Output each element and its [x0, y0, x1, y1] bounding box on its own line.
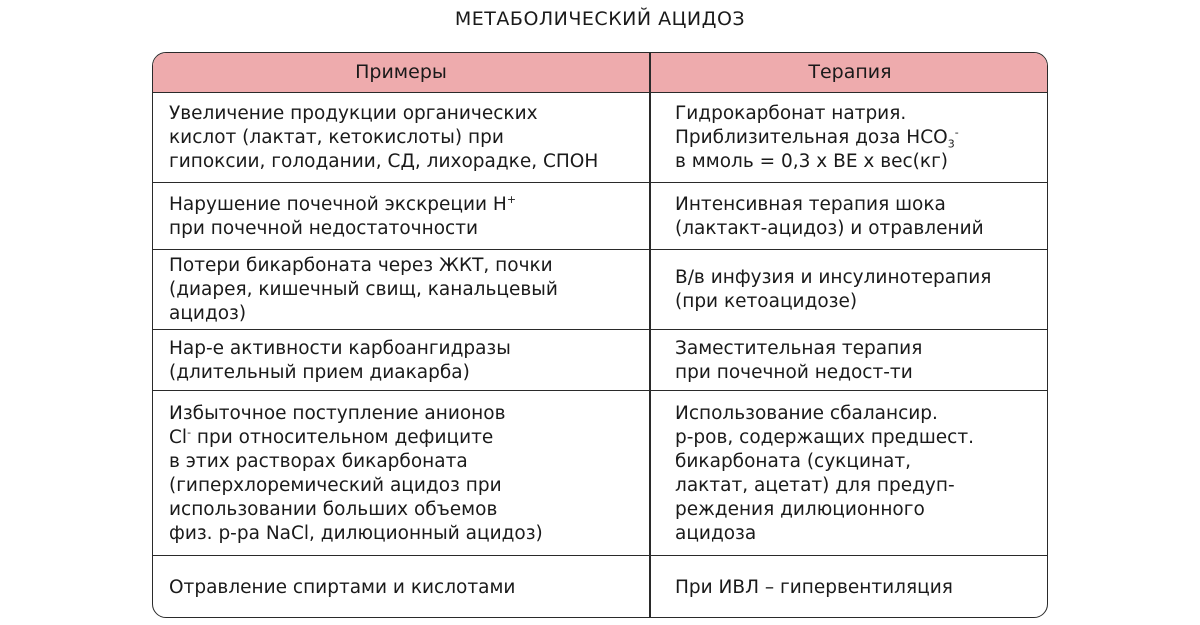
- table-header: [153, 53, 1048, 93]
- cell-line: в ммоль = 0,3 х ВЕ х вес(кг): [675, 151, 949, 172]
- cell-line: Гидрокарбонат натрия.: [675, 103, 907, 124]
- examples-cell: [169, 330, 639, 391]
- table-row: [153, 183, 1048, 250]
- cell-line: ацидоз): [169, 303, 247, 324]
- cell-line: в этих растворах бикарбоната: [169, 450, 468, 472]
- therapy-cell: [675, 330, 1040, 391]
- superscript: -: [954, 125, 959, 139]
- subscript: 3: [947, 137, 955, 151]
- cell-line: Нар-е активности карбоангидразы: [169, 337, 511, 359]
- cell-line: (гиперхлоремический ацидоз при: [169, 474, 502, 496]
- cell-line: ацидоза: [675, 522, 757, 544]
- cell-line: реждения дилюционного: [675, 498, 925, 520]
- table-row: [153, 556, 1048, 618]
- cell-line: Избыточное поступление анионов: [169, 402, 506, 424]
- header-examples: Примеры: [355, 61, 447, 83]
- cell-line: лактат, ацетат) для предуп-: [675, 474, 955, 496]
- header-therapy: Терапия: [808, 61, 892, 83]
- therapy-cell: [675, 183, 1040, 250]
- cell-line: В/в инфузия и инсулинотерапия: [675, 267, 992, 288]
- examples-cell: [169, 250, 639, 330]
- cell-line: (лактакт-ацидоз) и отравлений: [675, 217, 984, 239]
- cell-line: (длительный прием диакарба): [169, 361, 470, 383]
- cell-line: Отравление спиртами и кислотами: [169, 576, 516, 598]
- therapy-cell: [675, 556, 1040, 618]
- examples-cell: [169, 391, 639, 556]
- cell-line: При ИВЛ – гипервентиляция: [675, 576, 953, 598]
- cell-line: кислот (лактат, кетокислоты) при: [169, 127, 504, 148]
- table-row: [153, 391, 1048, 556]
- cell-line: р-ров, содержащих предшест.: [675, 426, 974, 448]
- cell-line: физ. р-ра NaCl, дилюционный ацидоз): [169, 522, 543, 544]
- cell-line: при почечной недост-ти: [675, 361, 913, 383]
- cell-text: Приблизительная доза НСО: [675, 127, 948, 148]
- cell-line: [675, 126, 1040, 150]
- column-divider: [649, 53, 651, 618]
- cell-line: гипоксии, голодании, СД, лихорадке, СПОН: [169, 151, 599, 172]
- examples-cell: [169, 183, 639, 250]
- cell-text: при относительном дефиците: [191, 426, 494, 448]
- cell-line: [169, 426, 639, 450]
- cell-line: Использование сбалансир.: [675, 402, 938, 424]
- examples-cell: [169, 556, 639, 618]
- cell-line: при почечной недостаточности: [169, 217, 478, 239]
- cell-line: использовании больших объемов: [169, 498, 498, 520]
- therapy-cell: [675, 250, 1040, 330]
- cell-line: Потери бикарбоната через ЖКТ, почки: [169, 255, 553, 276]
- cell-text: Нарушение почечной экскреции Н: [169, 193, 507, 215]
- cell-line: бикарбоната (сукцинат,: [675, 450, 912, 472]
- page-title: МЕТАБОЛИЧЕСКИЙ АЦИДОЗ: [454, 8, 746, 30]
- table-row: [153, 250, 1048, 330]
- cell-line: Увеличение продукции органических: [169, 103, 538, 124]
- superscript: +: [506, 192, 517, 206]
- cell-line: (при кетоацидозе): [675, 291, 858, 312]
- cell-line: Интенсивная терапия шока: [675, 193, 946, 215]
- cell-line: [169, 193, 639, 217]
- table-row: [153, 330, 1048, 391]
- acidosis-table: [152, 52, 1048, 618]
- therapy-cell: [675, 391, 1040, 556]
- superscript: -: [187, 425, 192, 439]
- cell-line: Заместительная терапия: [675, 337, 923, 359]
- cell-line: (диарея, кишечный свищ, канальцевый: [169, 279, 558, 300]
- therapy-cell: [675, 93, 1040, 183]
- table-row: [153, 93, 1048, 183]
- cell-text: Cl: [169, 426, 188, 448]
- examples-cell: [169, 93, 639, 183]
